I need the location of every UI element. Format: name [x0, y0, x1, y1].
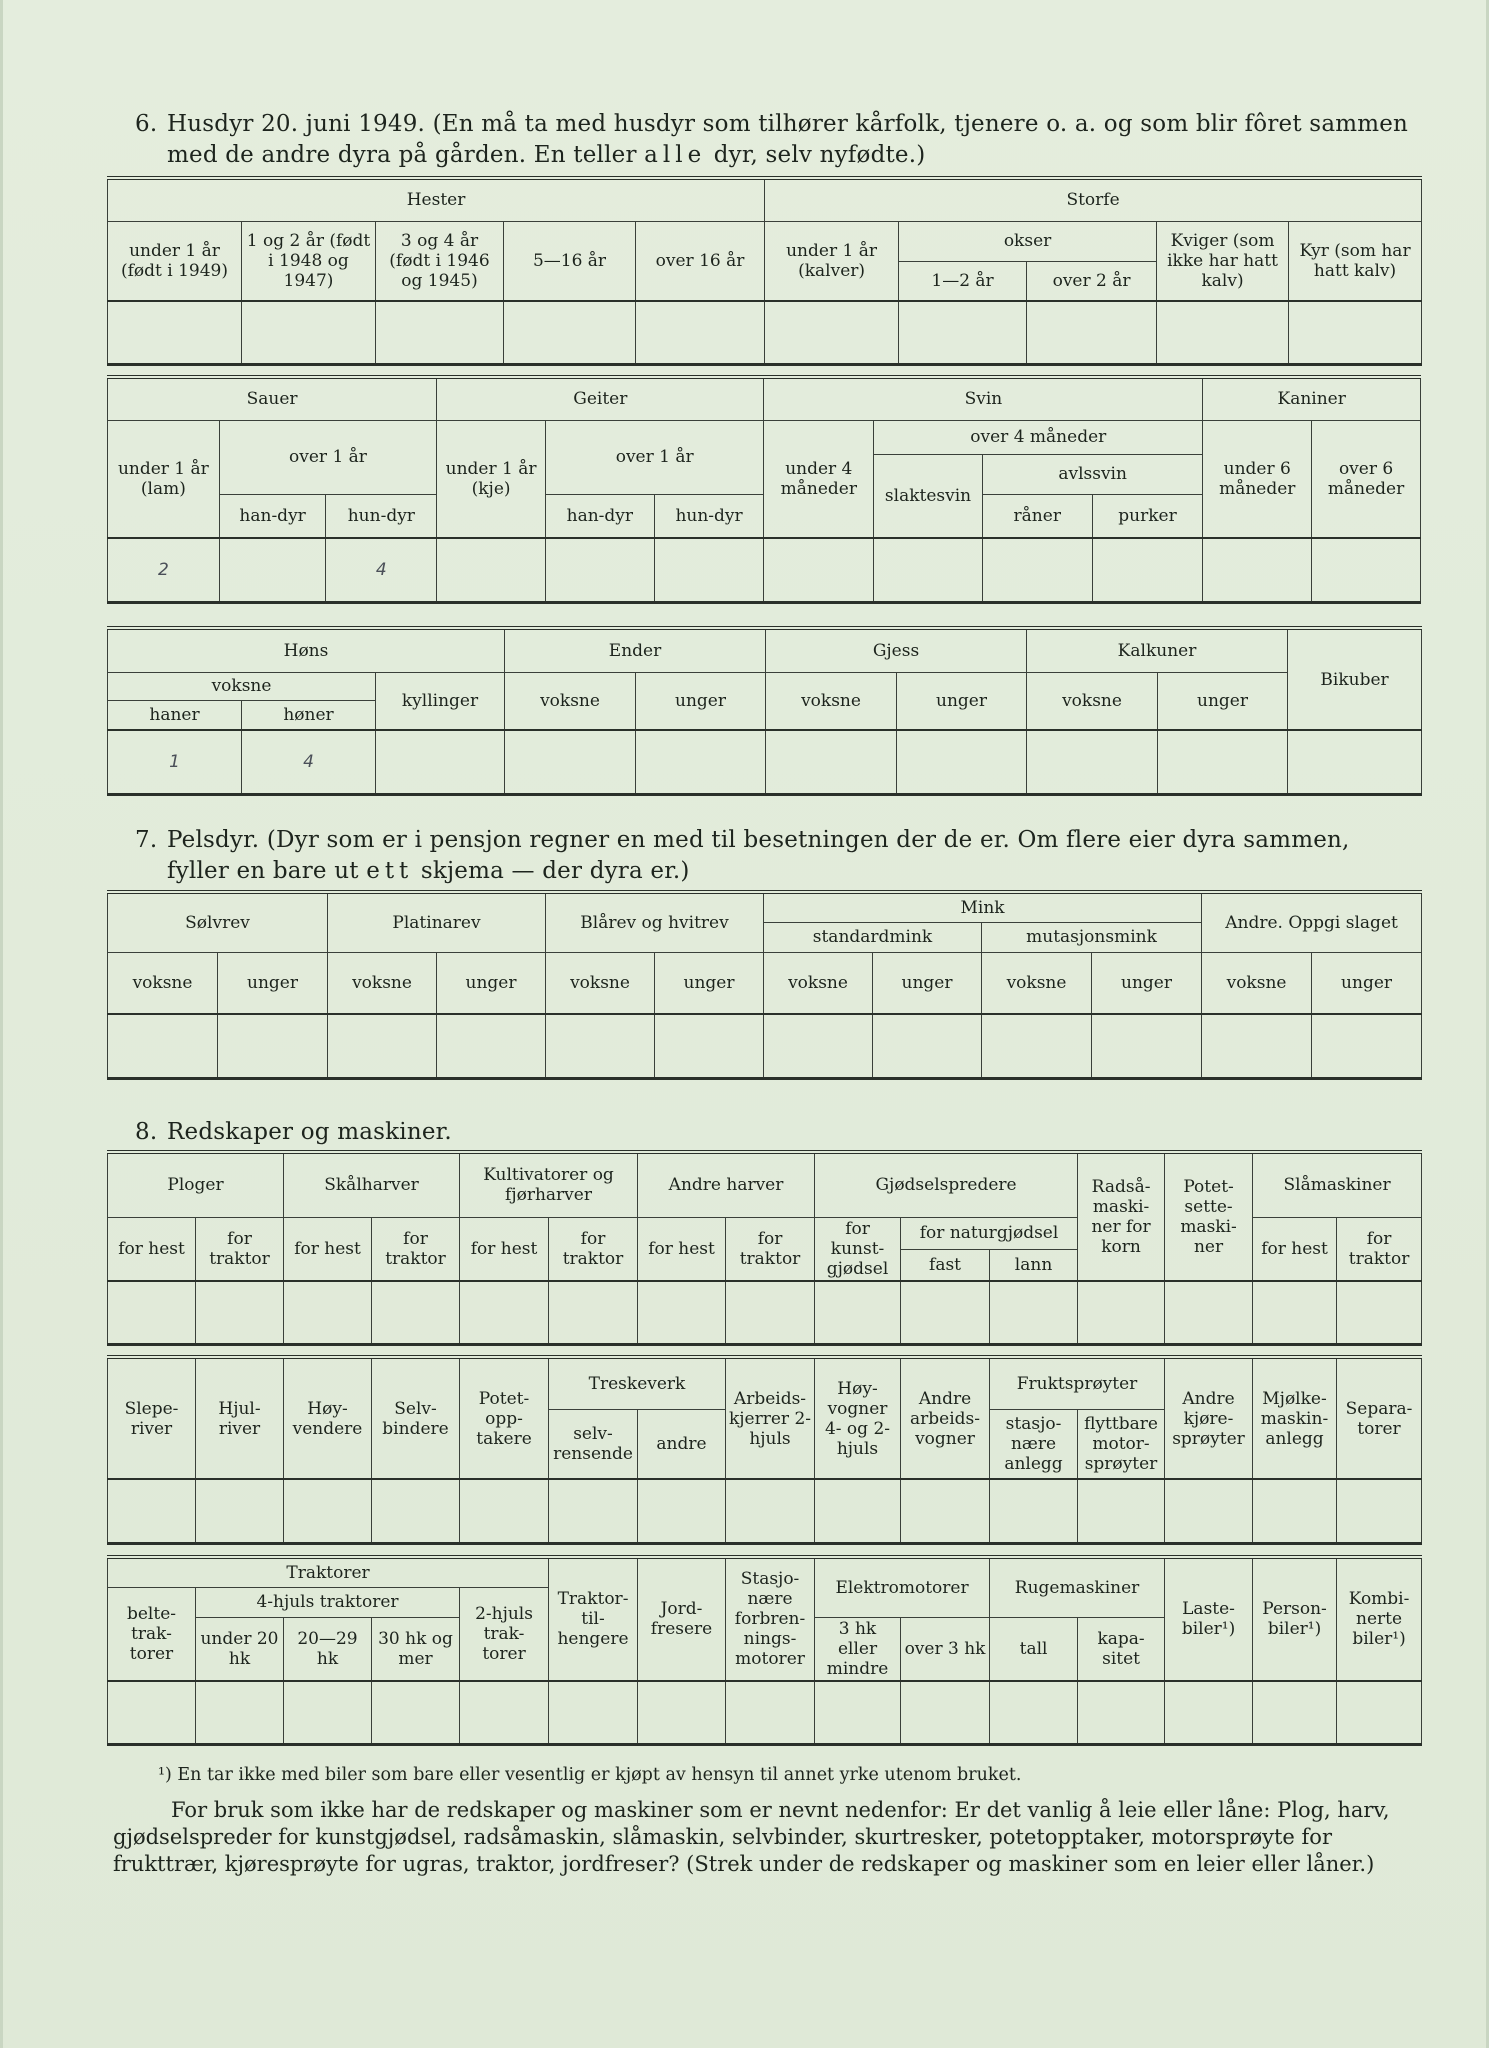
input-cell[interactable] — [376, 301, 504, 364]
header-hons-voksne: voksne — [108, 672, 376, 700]
col-mjolkemaskin: Mjølke-maskin-anlegg — [1253, 1357, 1337, 1479]
input-cell[interactable] — [726, 1281, 815, 1345]
col-unger: unger — [218, 952, 328, 1014]
col-skalharver-traktor: for traktor — [372, 1217, 460, 1281]
header-kaniner: Kaniner — [1203, 377, 1421, 420]
input-cell[interactable] — [504, 301, 636, 364]
col-hester-5-16: 5—16 år — [504, 221, 636, 301]
input-cell[interactable] — [284, 1681, 372, 1745]
input-cell[interactable] — [901, 1479, 990, 1543]
header-mink: Mink — [764, 892, 1202, 922]
header-fruktsproyter: Fruktsprøyter — [990, 1357, 1165, 1409]
col-30-hk-og-mer: 30 hk og mer — [372, 1617, 460, 1681]
header-svin-over-4: over 4 måneder — [874, 420, 1203, 454]
col-unger: unger — [873, 952, 982, 1014]
input-cell[interactable] — [196, 1479, 284, 1543]
col-rugemaskiner-tall: tall — [990, 1617, 1078, 1681]
input-cell[interactable] — [1312, 538, 1421, 602]
input-cell[interactable] — [815, 1281, 901, 1345]
input-cell[interactable] — [549, 1681, 638, 1745]
header-rugemaskiner: Rugemaskiner — [990, 1557, 1165, 1617]
col-gjess-unger: unger — [897, 672, 1027, 730]
header-hons: Høns — [108, 628, 505, 672]
col-elektro-over-3-hk: over 3 hk — [901, 1617, 990, 1681]
input-cell[interactable] — [636, 301, 765, 364]
col-kviger: Kviger (som ikke har hatt kalv) — [1157, 221, 1289, 301]
section-number: 7. — [135, 827, 158, 853]
input-cell[interactable] — [1078, 1479, 1165, 1543]
input-cell[interactable] — [990, 1479, 1078, 1543]
input-cell[interactable] — [1092, 538, 1203, 602]
input-cell[interactable] — [764, 1014, 873, 1078]
input-cell[interactable] — [1027, 730, 1158, 794]
table-implements-1 — [107, 1150, 1422, 1346]
input-cell[interactable] — [873, 1014, 982, 1078]
section-8-title: Redskaper og maskiner. — [167, 1119, 452, 1145]
header-blarev: Blårev og hvitrev — [546, 892, 764, 952]
table-sheep-goats-pigs-rabbits — [107, 375, 1421, 604]
col-2-hjuls-traktorer: 2-hjuls trak-torer — [460, 1587, 549, 1681]
header-traktorer: Traktorer — [108, 1557, 549, 1587]
input-cell[interactable] — [460, 1281, 549, 1345]
input-cell[interactable] — [638, 1681, 726, 1745]
col-kunstgjodsel: for kunst-gjødsel — [815, 1217, 901, 1281]
input-cell-lam[interactable]: 2 — [108, 538, 220, 602]
col-hester-1-2: 1 og 2 år (født i 1948 og 1947) — [242, 221, 376, 301]
input-cell[interactable] — [1158, 730, 1288, 794]
col-okser-over-2: over 2 år — [1027, 261, 1157, 301]
section-number: 8. — [135, 1119, 158, 1145]
input-cell[interactable] — [638, 1479, 726, 1543]
section-7-line-2b: skjema — der dyra er.) — [420, 858, 690, 884]
col-kjoresproyter: Andre kjøre-sprøyter — [1165, 1357, 1253, 1479]
col-lann: lann — [990, 1250, 1078, 1281]
input-cell[interactable] — [636, 730, 766, 794]
spaced-word: ett — [366, 858, 414, 884]
table-horses-cattle — [107, 176, 1422, 366]
col-jordfresere: Jord-fresere — [638, 1557, 726, 1681]
col-ploger-traktor: for traktor — [196, 1217, 284, 1281]
col-okser-1-2: 1—2 år — [899, 261, 1027, 301]
col-voksne: voksne — [328, 952, 437, 1014]
col-rugemaskiner-kapasitet: kapa-sitet — [1078, 1617, 1165, 1681]
col-potetsettemaskiner: Potet-sette-maski-ner — [1165, 1152, 1253, 1281]
col-geiter-handyr: han-dyr — [545, 494, 654, 538]
col-arbeidskjerrer: Arbeids-kjerrer 2-hjuls — [726, 1357, 815, 1479]
input-cell[interactable] — [638, 1281, 726, 1345]
input-cell[interactable] — [108, 1681, 196, 1745]
input-cell[interactable] — [990, 1281, 1078, 1345]
header-kalkuner: Kalkuner — [1027, 628, 1288, 672]
col-ender-unger: unger — [636, 672, 766, 730]
input-cell[interactable] — [1078, 1281, 1165, 1345]
input-cell[interactable] — [1337, 1681, 1422, 1745]
input-cell[interactable] — [726, 1479, 815, 1543]
header-storfe: Storfe — [765, 178, 1422, 221]
header-mutasjonsmink: mutasjonsmink — [982, 922, 1202, 952]
input-cell[interactable] — [437, 538, 546, 602]
header-sauer: Sauer — [108, 377, 437, 420]
input-cell[interactable] — [765, 301, 899, 364]
input-cell[interactable] — [1203, 538, 1312, 602]
col-andre-harver-hest: for hest — [638, 1217, 726, 1281]
header-okser: okser — [899, 221, 1157, 261]
col-hjulriver: Hjul-river — [196, 1357, 284, 1479]
section-7-heading — [135, 825, 1416, 887]
input-cell[interactable] — [505, 730, 636, 794]
input-cell-honer[interactable]: 4 — [242, 730, 376, 794]
input-cell[interactable] — [726, 1681, 815, 1745]
header-ploger: Ploger — [108, 1152, 284, 1217]
input-cell[interactable] — [1027, 301, 1157, 364]
col-unger: unger — [1312, 952, 1422, 1014]
header-platinarev: Platinarev — [328, 892, 546, 952]
section-7-line-1: Pelsdyr. (Dyr som er i pensjon regner en med til besetningen der de er. Om flere eier dyra sammen, — [167, 827, 1350, 853]
input-cell[interactable] — [1253, 1681, 1337, 1745]
col-arbeidsvogner: Andre arbeids-vogner — [901, 1357, 990, 1479]
col-voksne: voksne — [1202, 952, 1312, 1014]
col-slamaskiner-traktor: for traktor — [1337, 1217, 1422, 1281]
header-sauer-over-1: over 1 år — [219, 420, 436, 494]
input-cell[interactable] — [815, 1479, 901, 1543]
input-cell[interactable] — [545, 538, 654, 602]
col-unger: unger — [1092, 952, 1202, 1014]
col-hester-3-4: 3 og 4 år (født i 1946 og 1945) — [376, 221, 504, 301]
header-gjodselspredere: Gjødselspredere — [815, 1152, 1078, 1217]
input-cell[interactable] — [108, 1281, 196, 1345]
table-implements-2 — [107, 1355, 1422, 1545]
input-cell[interactable] — [328, 1014, 437, 1078]
col-hoyvogner: Høy-vogner 4- og 2-hjuls — [815, 1357, 901, 1479]
col-selvbindere: Selv-bindere — [372, 1357, 460, 1479]
input-cell[interactable] — [460, 1479, 549, 1543]
header-skalharver: Skålharver — [284, 1152, 460, 1217]
col-gjess-voksne: voksne — [766, 672, 897, 730]
col-hester-over-16: over 16 år — [636, 221, 765, 301]
table-tractors-motors-vehicles — [107, 1555, 1422, 1746]
input-cell[interactable] — [108, 1014, 218, 1078]
header-svin: Svin — [764, 377, 1203, 420]
header-elektromotorer: Elektromotorer — [815, 1557, 990, 1617]
input-cell[interactable] — [764, 538, 874, 602]
col-skalharver-hest: for hest — [284, 1217, 372, 1281]
input-cell-hundyr[interactable]: 4 — [326, 538, 437, 602]
col-kultivatorer-traktor: for traktor — [549, 1217, 638, 1281]
input-cell[interactable] — [1165, 1681, 1253, 1745]
table-poultry-beehives — [107, 626, 1422, 796]
col-kalkuner-unger: unger — [1158, 672, 1288, 730]
col-sauer-under-1: under 1 år (lam) — [108, 420, 220, 538]
input-cell[interactable] — [897, 730, 1027, 794]
input-cell[interactable] — [108, 1479, 196, 1543]
col-kaniner-over-6: over 6 måneder — [1312, 420, 1421, 538]
col-kaniner-under-6: under 6 måneder — [1203, 420, 1312, 538]
col-haner: haner — [108, 700, 242, 730]
input-cell[interactable] — [901, 1681, 990, 1745]
col-geiter-under-1: under 1 år (kje) — [437, 420, 546, 538]
section-6-line-2b: dyr, selv nyfødte.) — [713, 142, 926, 168]
col-voksne: voksne — [108, 952, 218, 1014]
input-cell[interactable] — [1289, 301, 1422, 364]
section-number: 6. — [135, 111, 158, 137]
input-cell-haner[interactable]: 1 — [108, 730, 242, 794]
col-under-20-hk: under 20 hk — [196, 1617, 284, 1681]
header-ender: Ender — [505, 628, 766, 672]
header-hester: Hester — [108, 178, 765, 221]
table-fur-animals — [107, 890, 1422, 1080]
section-6-line-2a: med de andre dyra på gården. En teller — [167, 142, 637, 168]
col-potetopptakere: Potet-opp-takere — [460, 1357, 549, 1479]
col-slaktesvin: slaktesvin — [874, 454, 983, 538]
input-cell[interactable] — [546, 1014, 655, 1078]
header-geiter-over-1: over 1 år — [545, 420, 763, 494]
col-lastebiler: Laste-biler¹) — [1165, 1557, 1253, 1681]
col-beltetraktorer: belte-trak-torer — [108, 1587, 196, 1681]
spaced-word: alle — [644, 142, 707, 168]
col-sauer-handyr: han-dyr — [219, 494, 326, 538]
col-radsamaskiner: Radså-maski-ner for korn — [1078, 1152, 1165, 1281]
input-cell[interactable] — [372, 1479, 460, 1543]
col-kalkuner-voksne: voksne — [1027, 672, 1158, 730]
input-cell[interactable] — [284, 1281, 372, 1345]
input-cell[interactable] — [219, 538, 326, 602]
input-cell[interactable] — [1165, 1281, 1253, 1345]
input-cell[interactable] — [874, 538, 983, 602]
input-cell[interactable] — [1165, 1479, 1253, 1543]
input-cell[interactable] — [460, 1681, 549, 1745]
col-selvrensende: selv-rensende — [549, 1409, 638, 1479]
input-cell[interactable] — [990, 1681, 1078, 1745]
col-hoyvendere: Høy-vendere — [284, 1357, 372, 1479]
input-cell[interactable] — [1253, 1479, 1337, 1543]
col-personbiler: Person-biler¹) — [1253, 1557, 1337, 1681]
section-7-line-2a: fyller en bare ut — [167, 858, 359, 884]
section-6-heading — [135, 109, 1416, 171]
input-cell[interactable] — [1078, 1681, 1165, 1745]
header-4-hjuls-traktorer: 4-hjuls traktorer — [196, 1587, 460, 1617]
input-cell[interactable] — [196, 1281, 284, 1345]
header-naturgjodsel: for naturgjødsel — [901, 1217, 1078, 1250]
input-cell[interactable] — [284, 1479, 372, 1543]
col-slamaskiner-hest: for hest — [1253, 1217, 1337, 1281]
input-cell[interactable] — [982, 538, 1092, 602]
col-kultivatorer-hest: for hest — [460, 1217, 549, 1281]
col-kyr: Kyr (som har hatt kalv) — [1289, 221, 1422, 301]
input-cell[interactable] — [1157, 301, 1289, 364]
col-20-29-hk: 20—29 hk — [284, 1617, 372, 1681]
col-honer: høner — [242, 700, 376, 730]
input-cell[interactable] — [815, 1681, 901, 1745]
col-sleperiver: Slepe-river — [108, 1357, 196, 1479]
header-treskeverk: Treskeverk — [549, 1357, 726, 1409]
footnote: ¹) En tar ikke med biler som bare eller vesentlig er kjøpt av hensyn til annet yrke utenom bruket. — [158, 1765, 1022, 1785]
header-geiter: Geiter — [437, 377, 764, 420]
col-treskeverk-andre: andre — [638, 1409, 726, 1479]
input-cell[interactable] — [1312, 1014, 1422, 1078]
col-flyttbare-motorsproyter: flyttbare motor-sprøyter — [1078, 1409, 1165, 1479]
input-cell[interactable] — [654, 538, 764, 602]
rental-instructions: For bruk som ikke har de redskaper og maskiner som er nevnt nedenfor: Er det vanlig å leie eller låne: Plog, harv, gjødselspreder for kunstgjødsel, radsåmaskin, slåmaskin, selvbinder, skurtresker, potetopptaker, motorsprøyte for frukttrær, kjøresprøyte for ugras, traktor, jordfreser? (Strek under de redskaper og maskiner som en leier eller låner.) — [113, 1798, 1390, 1876]
input-cell[interactable] — [437, 1014, 546, 1078]
input-cell[interactable] — [901, 1281, 990, 1345]
col-traktortilhengere: Traktor-til-hengere — [549, 1557, 638, 1681]
input-cell[interactable] — [372, 1681, 460, 1745]
col-kombinerte-biler: Kombi-nerte biler¹) — [1337, 1557, 1422, 1681]
input-cell[interactable] — [549, 1281, 638, 1345]
input-cell[interactable] — [766, 730, 897, 794]
header-andre-pelsdyr: Andre. Oppgi slaget — [1202, 892, 1422, 952]
col-voksne: voksne — [546, 952, 655, 1014]
header-standardmink: standardmink — [764, 922, 982, 952]
header-slamaskiner: Slåmaskiner — [1253, 1152, 1422, 1217]
col-svin-under-4: under 4 måneder — [764, 420, 874, 538]
col-voksne: voksne — [982, 952, 1092, 1014]
input-cell[interactable] — [372, 1281, 460, 1345]
col-storfe-under-1: under 1 år (kalver) — [765, 221, 899, 301]
input-cell[interactable] — [655, 1014, 764, 1078]
header-kultivatorer: Kultivatorer og fjørharver — [460, 1152, 638, 1217]
col-geiter-hundyr: hun-dyr — [654, 494, 764, 538]
col-andre-harver-traktor: for traktor — [726, 1217, 815, 1281]
header-solvrev: Sølvrev — [108, 892, 328, 952]
col-forbrenningsmotorer: Stasjo-nære forbren-nings-motorer — [726, 1557, 815, 1681]
input-cell[interactable] — [1253, 1281, 1337, 1345]
col-fast: fast — [901, 1250, 990, 1281]
col-stasjonaere-anlegg: stasjo-nære anlegg — [990, 1409, 1078, 1479]
input-cell[interactable] — [242, 301, 376, 364]
col-sauer-hundyr: hun-dyr — [326, 494, 437, 538]
input-cell[interactable] — [1092, 1014, 1202, 1078]
input-cell[interactable] — [549, 1479, 638, 1543]
col-purker: purker — [1092, 494, 1203, 538]
input-cell[interactable] — [1202, 1014, 1312, 1078]
input-cell[interactable] — [899, 301, 1027, 364]
col-ender-voksne: voksne — [505, 672, 636, 730]
header-gjess: Gjess — [766, 628, 1027, 672]
col-ploger-hest: for hest — [108, 1217, 196, 1281]
input-cell[interactable] — [1337, 1479, 1422, 1543]
col-elektro-3-hk: 3 hk eller mindre — [815, 1617, 901, 1681]
input-cell[interactable] — [196, 1681, 284, 1745]
header-bikuber: Bikuber — [1288, 628, 1422, 730]
col-voksne: voksne — [764, 952, 873, 1014]
input-cell[interactable] — [218, 1014, 328, 1078]
input-cell[interactable] — [1337, 1281, 1422, 1345]
col-hester-under-1: under 1 år (født i 1949) — [108, 221, 242, 301]
section-8-heading — [135, 1117, 1416, 1148]
input-cell[interactable] — [376, 730, 505, 794]
col-separatorer: Separa-torer — [1337, 1357, 1422, 1479]
col-kyllinger: kyllinger — [376, 672, 505, 730]
col-raner: råner — [982, 494, 1092, 538]
input-cell[interactable] — [982, 1014, 1092, 1078]
header-andre-harver: Andre harver — [638, 1152, 815, 1217]
input-cell[interactable] — [108, 301, 242, 364]
col-unger: unger — [655, 952, 764, 1014]
section-6-line-1: Husdyr 20. juni 1949. (En må ta med husdyr som tilhører kårfolk, tjenere o. a. og som blir fôret sammen — [167, 111, 1409, 137]
input-cell[interactable] — [1288, 730, 1422, 794]
col-unger: unger — [437, 952, 546, 1014]
header-avlssvin: avlssvin — [982, 454, 1203, 494]
